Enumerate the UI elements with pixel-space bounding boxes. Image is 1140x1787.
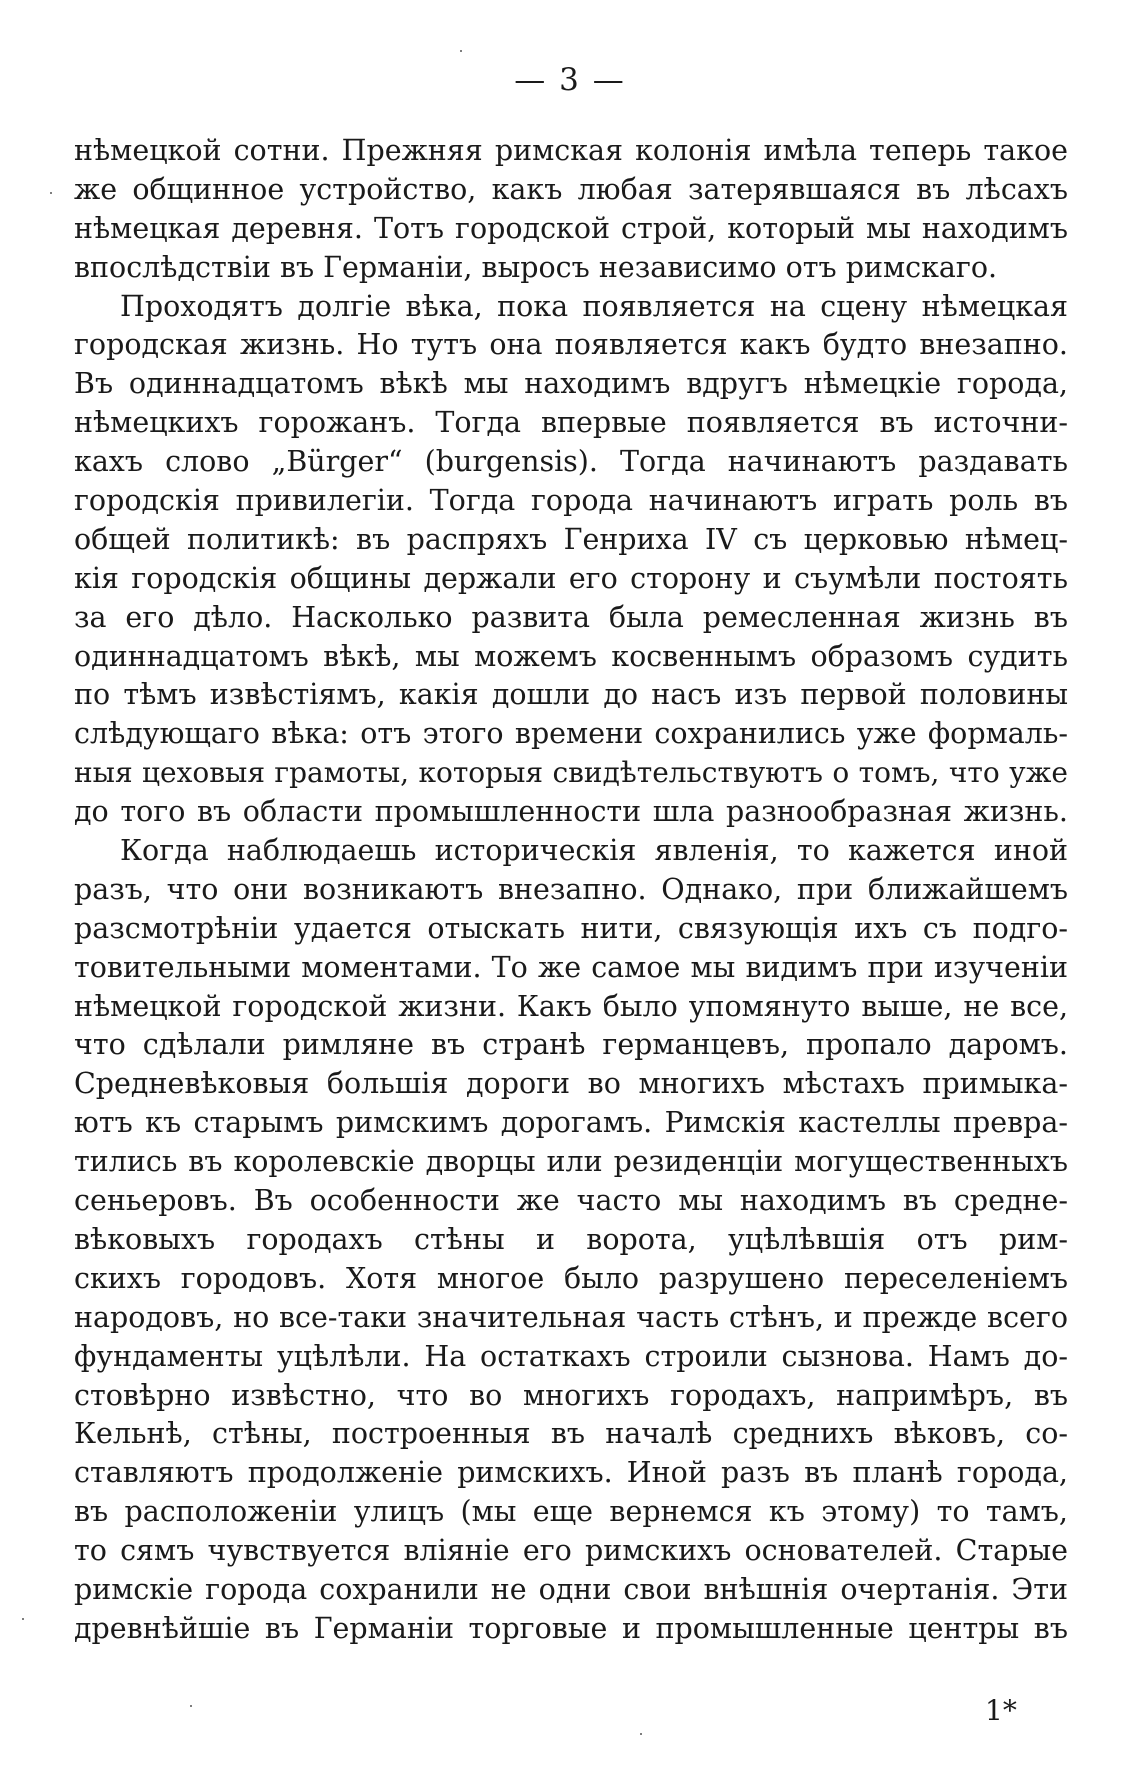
text-line: Кельнѣ, стѣны, построенныя въ началѣ среднихъ вѣковъ, со- (74, 1417, 1068, 1451)
text-line: городскія привилегіи. Тогда города начинаютъ играть роль въ (74, 484, 1068, 518)
text-line: до того въ области промышленности шла разнообразная жизнь. (74, 795, 1068, 829)
paper-speck (640, 1733, 642, 1735)
text-line: Средневѣковыя большія дороги во многихъ мѣстахъ примыка- (74, 1067, 1068, 1101)
text-line: нѣмецкихъ горожанъ. Тогда впервые появляется въ источни- (74, 406, 1068, 440)
paragraph-start-line: Когда наблюдаешь историческія явленія, то кажется иной (120, 834, 1068, 868)
text-line: кахъ слово „Bürger“ (burgensis). Тогда начинаютъ раздавать (74, 445, 1068, 479)
text-line: скихъ городовъ. Хотя многое было разрушено переселеніемъ (74, 1261, 1068, 1295)
text-line: ютъ къ старымъ римскимъ дорогамъ. Римскія кастеллы превра- (74, 1106, 1068, 1140)
paper-speck (50, 192, 52, 194)
page-number: — 3 — (514, 62, 626, 98)
text-line: же общинное устройство, какъ любая затерявшаяся въ лѣсахъ (74, 172, 1068, 206)
text-line: то сямъ чувствуется вліяніе его римскихъ основателей. Старые (74, 1534, 1068, 1568)
text-line: древнѣйшіе въ Германіи торговые и промышленные центры въ (74, 1611, 1068, 1645)
text-line: нѣмецкой городской жизни. Какъ было упомянуто выше, не все, (74, 989, 1068, 1023)
text-line: впослѣдствіи въ Германіи, выросъ независимо отъ римскаго. (74, 250, 998, 284)
text-line: въ расположеніи улицъ (мы еще вернемся къ этому) то тамъ, (74, 1495, 1068, 1529)
paper-speck (460, 50, 462, 52)
text-line: разъ, что они возникаютъ внезапно. Однако, при ближайшемъ (74, 872, 1068, 906)
text-line: ставляютъ продолженіе римскихъ. Иной разъ въ планѣ города, (74, 1456, 1068, 1490)
text-line: римскіе города сохранили не одни свои внѣшнія очертанія. Эти (74, 1572, 1068, 1606)
text-line: нѣмецкая деревня. Тотъ городской строй, который мы находимъ (74, 211, 1068, 245)
text-line: сеньеровъ. Въ особенности же часто мы находимъ въ средне- (74, 1184, 1068, 1218)
text-line: народовъ, но все-таки значительная часть стѣнъ, и прежде всего (74, 1300, 1068, 1334)
paper-speck (190, 1705, 192, 1707)
body-text (74, 132, 1068, 1649)
text-line: одиннадцатомъ вѣкѣ, мы можемъ косвеннымъ образомъ судить (74, 639, 1068, 673)
text-line: за его дѣло. Насколько развита была ремесленная жизнь въ (74, 600, 1068, 634)
text-line: вѣковыхъ городахъ стѣны и ворота, уцѣлѣвшія отъ рим- (74, 1222, 1068, 1256)
text-line: Въ одиннадцатомъ вѣкѣ мы находимъ вдругъ нѣмецкіе города, (74, 367, 1068, 401)
signature-mark: 1* (985, 1694, 1017, 1727)
paper-speck (22, 1618, 24, 1620)
text-line: фундаменты уцѣлѣли. На остаткахъ строили сызнова. Намъ до- (74, 1339, 1068, 1373)
text-line: ныя цеховыя грамоты, которыя свидѣтельствуютъ о томъ, что уже (74, 756, 1068, 790)
text-line: городская жизнь. Но тутъ она появляется какъ будто внезапно. (74, 328, 1068, 362)
text-line: слѣдующаго вѣка: отъ этого времени сохранились уже формаль- (74, 717, 1068, 751)
text-line: кія городскія общины держали его сторону и съумѣли постоять (74, 561, 1068, 595)
text-line: стовѣрно извѣстно, что во многихъ городахъ, напримѣръ, въ (74, 1378, 1068, 1412)
text-line: разсмотрѣніи удается отыскать нити, связующія ихъ съ подго- (74, 911, 1068, 945)
text-line: тились въ королевскіе дворцы или резиденціи могущественныхъ (74, 1145, 1068, 1179)
text-line: что сдѣлали римляне въ странѣ германцевъ, пропало даромъ. (74, 1028, 1068, 1062)
paragraph-start-line: Проходятъ долгіе вѣка, пока появляется на сцену нѣмецкая (120, 289, 1068, 323)
text-line: товительными моментами. То же самое мы видимъ при изученіи (74, 950, 1068, 984)
text-line: нѣмецкой сотни. Прежняя римская колонія имѣла теперь такое (74, 134, 1068, 167)
text-line: по тѣмъ извѣстіямъ, какія дошли до насъ изъ первой половины (74, 678, 1068, 712)
text-line: общей политикѣ: въ распряхъ Генриха IV съ церковью нѣмец- (74, 522, 1068, 556)
